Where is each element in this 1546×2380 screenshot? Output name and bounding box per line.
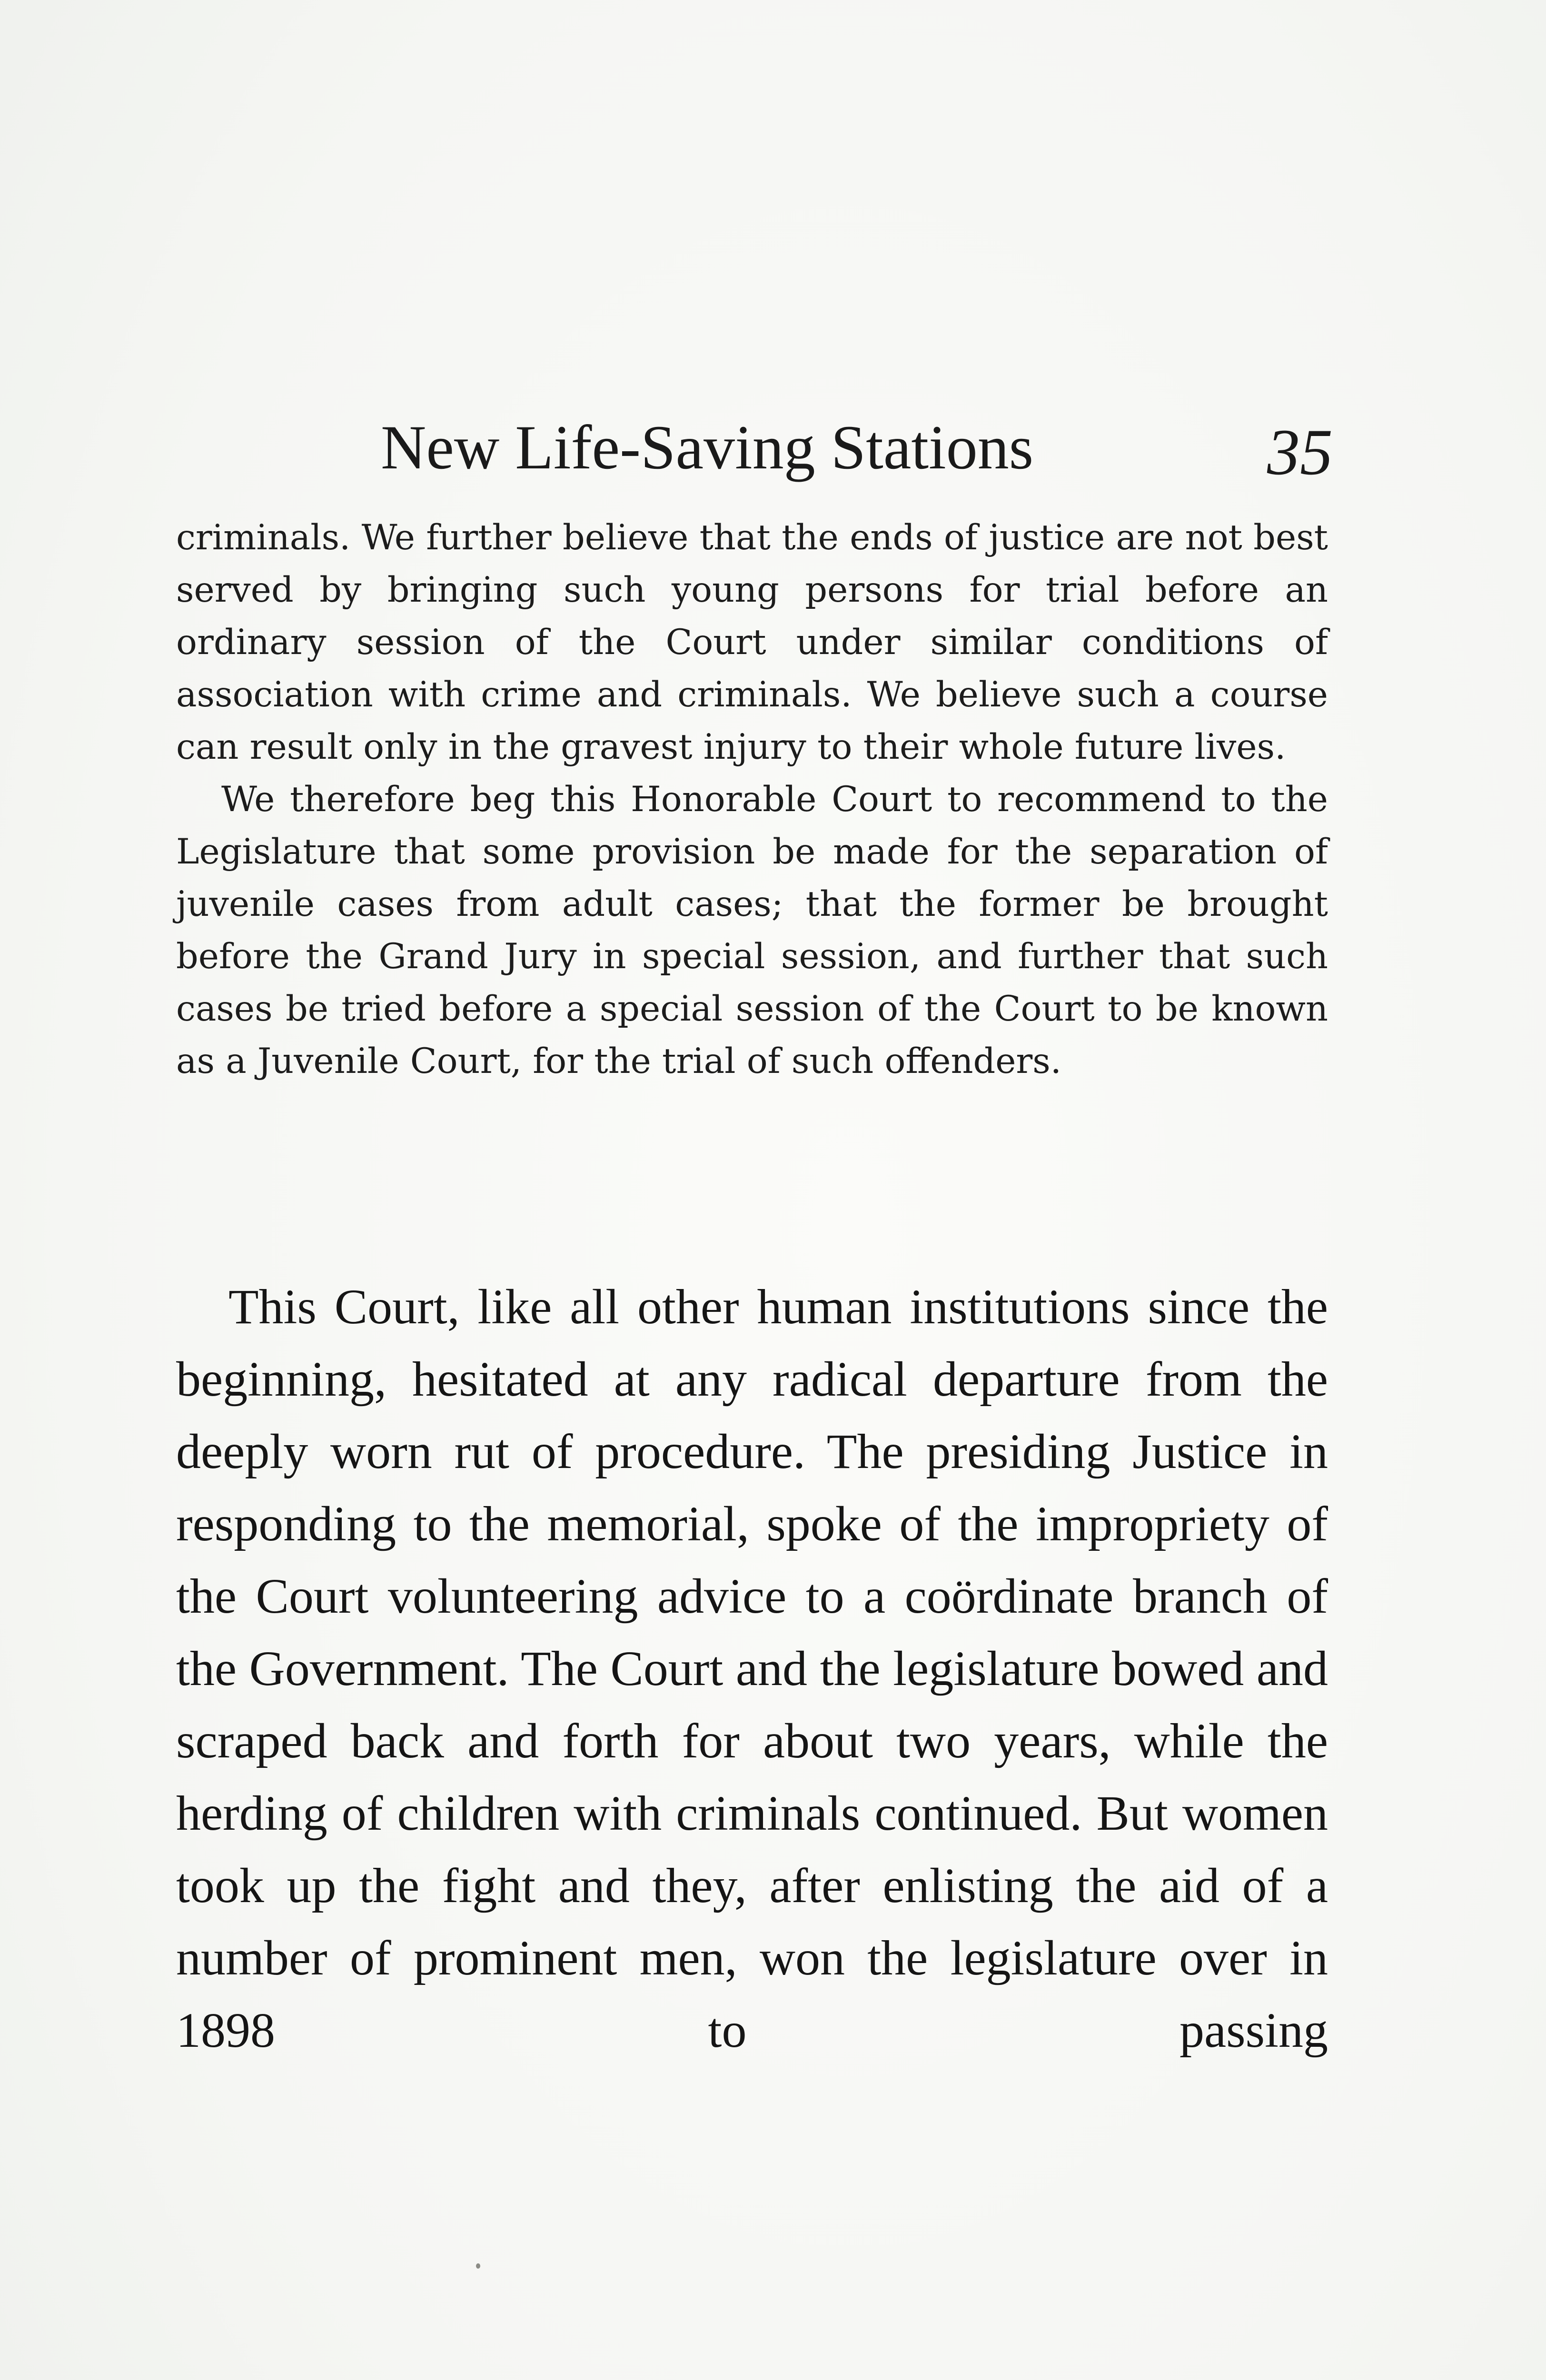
page-number: 35 — [1267, 416, 1333, 488]
running-head — [381, 409, 1333, 486]
paper-speck — [476, 2263, 480, 2269]
memorial-paragraph: We therefore beg this Honorable Court to recommend to the Legislature that some provision be made for the separation of juvenile cases from adult cases; that the former be brought before the Grand Jury in special session, and further that such cases be tried before a special session of the Court to be known as a Juvenile Court, for the trial of such offenders. — [176, 779, 1328, 1081]
running-title: New Life-Saving Stations — [381, 412, 1034, 482]
memorial-paragraph: criminals. We further believe that the ends of justice are not best served by bringing such young persons for trial before an ordinary session of the Court under similar conditions of association with crime and criminals. We believe such a course can result only in the gravest injury to their whole future lives. — [176, 517, 1328, 767]
body-paragraph: This Court, like all other human institutions since the beginning, hesitated at any radical departure from the deeply worn rut of procedure. The presiding Justice in responding to the memorial, spoke of the impropriety of the Court volunteering advice to a coördinate branch of the Government. The Court and the legislature bowed and scraped back and forth for about two years, while the herding of children with criminals continued. But women took up the fight and they, after enlisting the aid of a number of prominent men, won the legislature over in 1898 to passing — [176, 1279, 1328, 2058]
body-text — [176, 1271, 1328, 2067]
quoted-memorial — [176, 512, 1328, 1088]
